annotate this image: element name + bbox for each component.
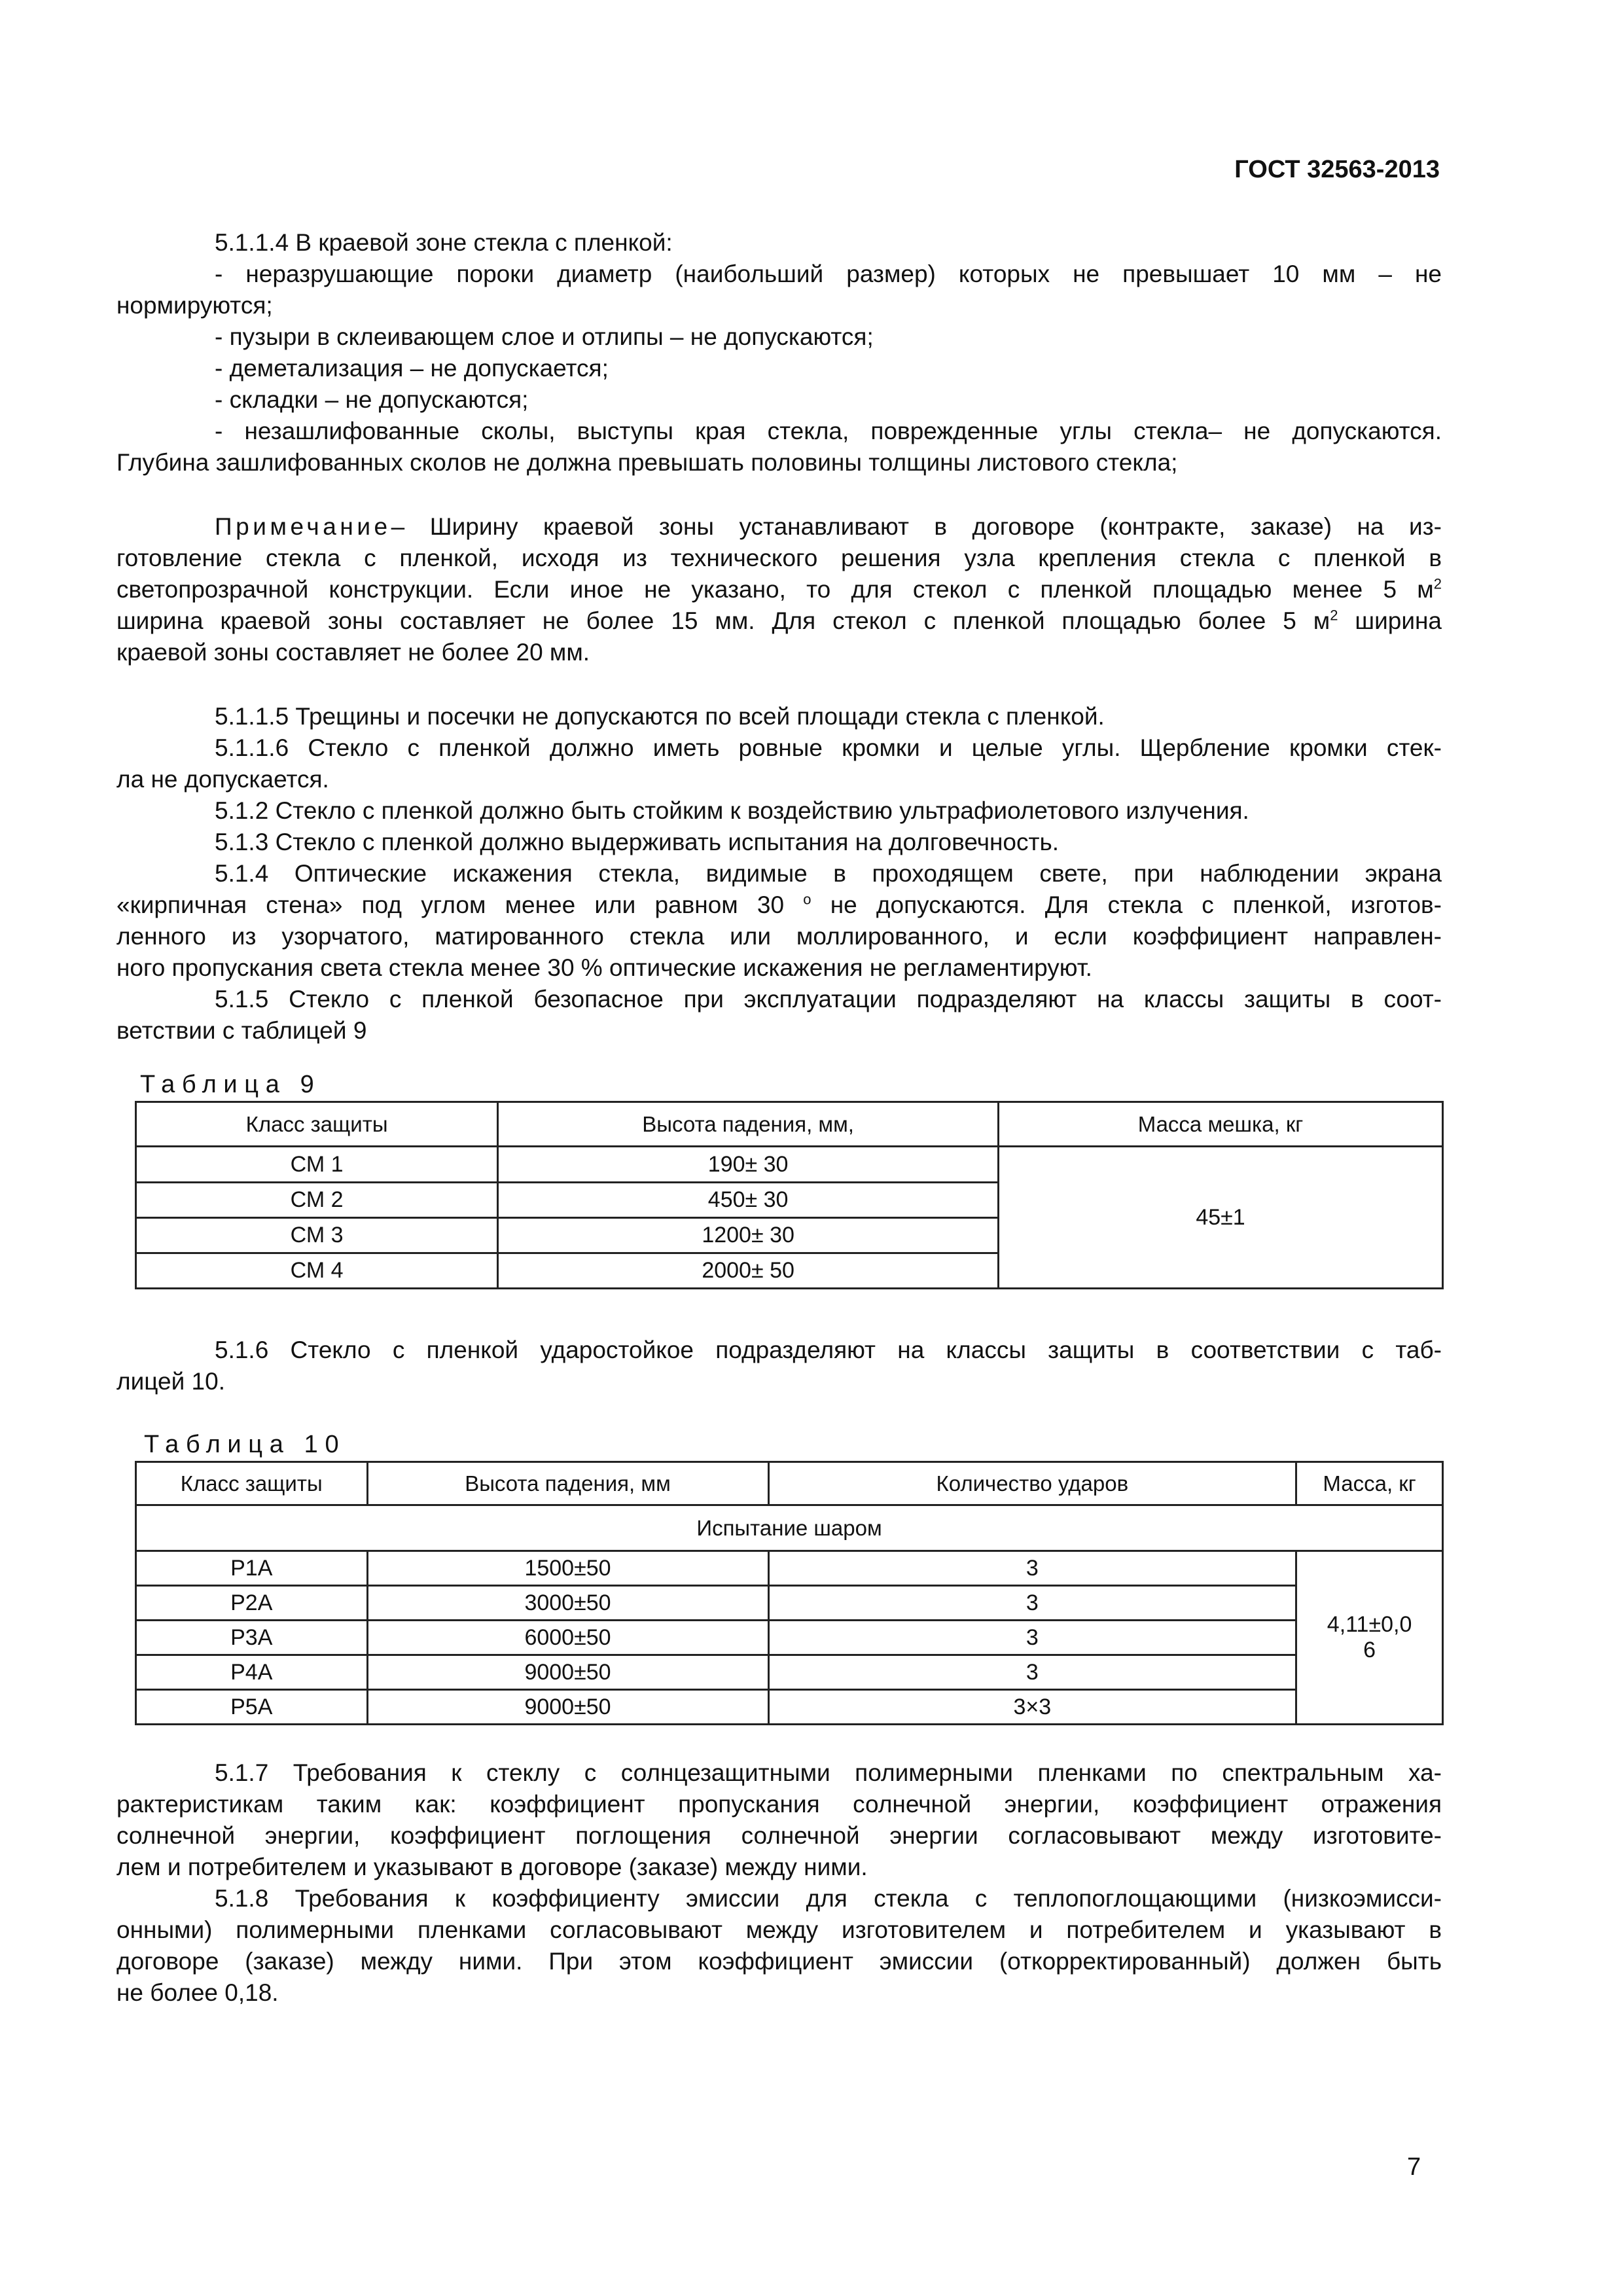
clause-5-1-2: 5.1.2 Стекло с пленкой должно быть стойким к воздействию ультрафиолетового излучения. bbox=[215, 797, 1249, 824]
table9-header: Масса мешка, кг bbox=[999, 1102, 1443, 1147]
table10-impacts: 3×3 bbox=[768, 1690, 1296, 1725]
text-line: онными) полимерными пленками согласовывают между изготовителем и потребителем и указывают в bbox=[116, 1916, 1442, 1943]
text-line: нормируются; bbox=[116, 292, 273, 319]
note-line: готовление стекла с пленкой, исходя из технического решения узла крепления стекла с пленкой в bbox=[116, 545, 1442, 571]
table10-subheader: Испытание шаром bbox=[136, 1505, 1443, 1551]
table9-header: Класс защиты bbox=[136, 1102, 498, 1147]
table10-class: Р4А bbox=[136, 1655, 368, 1690]
clause-5-1-3: 5.1.3 Стекло с пленкой должно выдерживать испытания на долговечность. bbox=[215, 829, 1060, 855]
table10-height: 9000±50 bbox=[367, 1690, 768, 1725]
text-line: солнечной энергии, коэффициент поглощения солнечной энергии согласовывают между изготовите- bbox=[116, 1822, 1442, 1849]
table9-class: СМ 2 bbox=[136, 1183, 498, 1218]
table9-height: 450± 30 bbox=[498, 1183, 999, 1218]
clause-5-1-5: 5.1.5 Стекло с пленкой безопасное при эксплуатации подразделяют на классы защиты в соот- bbox=[215, 986, 1442, 1013]
text-line: рактеристикам таким как: коэффициент пропускания солнечной энергии, коэффициент отражения bbox=[116, 1791, 1442, 1818]
clause-5-1-1-5: 5.1.1.5 Трещины и посечки не допускаются по всей площади стекла с пленкой. bbox=[215, 703, 1105, 730]
note-line: ширина краевой зоны составляет не более 15 мм. Для стекол с пленкой площадью более 5 $м^2$ ширина bbox=[116, 607, 1442, 634]
page-number: 7 bbox=[1407, 2153, 1421, 2181]
note-line: Примечание– Ширину краевой зоны устанавливают в договоре (контракте, заказе) на из- bbox=[215, 513, 1442, 540]
text-line: не более 0,18. bbox=[116, 1979, 279, 2006]
table10-impacts: 3 bbox=[768, 1551, 1296, 1586]
table9-caption: Таблица 9 bbox=[140, 1071, 321, 1098]
text-line: - пузыри в склеивающем слое и отлипы – не допускаются; bbox=[215, 323, 874, 350]
note-line: светопрозрачной конструкции. Если иное не указано, то для стекол с пленкой площадью менее 5 $м^2$ bbox=[116, 575, 1442, 603]
table10-caption: Таблица 10 bbox=[144, 1431, 346, 1458]
text-line: «кирпичная стена» под углом менее или равном 30 $^o$ не допускаются. Для стекла с пленкой, изготов- bbox=[116, 891, 1442, 918]
table10-impacts: 3 bbox=[768, 1655, 1296, 1690]
clause-5-1-4: 5.1.4 Оптические искажения стекла, видимые в проходящем свете, при наблюдении экрана bbox=[215, 860, 1442, 887]
table10-height: 1500±50 bbox=[367, 1551, 768, 1586]
table10-class: Р1А bbox=[136, 1551, 368, 1586]
table10-class: Р3А bbox=[136, 1621, 368, 1655]
table10-height: 9000±50 bbox=[367, 1655, 768, 1690]
text-line: ветствии с таблицей 9 bbox=[116, 1017, 367, 1044]
text-line: ленного из узорчатого, матированного стекла или моллированного, и если коэффициент направлен- bbox=[116, 923, 1442, 950]
table9-height: 2000± 50 bbox=[498, 1253, 999, 1289]
table9-height: 190± 30 bbox=[498, 1147, 999, 1183]
table9-header: Высота падения, мм, bbox=[498, 1102, 999, 1147]
table10-header: Высота падения, мм bbox=[367, 1462, 768, 1505]
text-line: ного пропускания света стекла менее 30 % оптические искажения не регламентируют. bbox=[116, 954, 1092, 981]
text-line: лем и потребителем и указывают в договоре (заказе) между ними. bbox=[116, 1854, 868, 1880]
clause-5-1-8: 5.1.8 Требования к коэффициенту эмиссии для стекла с теплопоглощающими (низкоэмисси- bbox=[215, 1885, 1442, 1912]
clause-5-1-7: 5.1.7 Требования к стеклу с солнцезащитными полимерными пленками по спектральным ха- bbox=[215, 1759, 1442, 1786]
table-10 bbox=[135, 1461, 1444, 1725]
text-line: - неразрушающие пороки диаметр (наибольший размер) которых не превышает 10 мм – не bbox=[215, 260, 1442, 287]
document-code: ГОСТ 32563-2013 bbox=[1234, 156, 1440, 183]
clause-5-1-6: 5.1.6 Стекло с пленкой ударостойкое подразделяют на классы защиты в соответствии с таб- bbox=[215, 1336, 1442, 1363]
table9-class: СМ 1 bbox=[136, 1147, 498, 1183]
table10-header: Класс защиты bbox=[136, 1462, 368, 1505]
note-label: Примечание bbox=[215, 513, 391, 540]
text-line: - деметализация – не допускается; bbox=[215, 355, 609, 382]
table10-header: Масса, кг bbox=[1296, 1462, 1443, 1505]
text-line: договоре (заказе) между ними. При этом коэффициент эмиссии (откорректированный) должен быть bbox=[116, 1948, 1442, 1975]
table-9 bbox=[135, 1101, 1444, 1289]
text-line: - незашлифованные сколы, выступы края стекла, поврежденные углы стекла– не допускаются. bbox=[215, 418, 1442, 444]
table10-header: Количество ударов bbox=[768, 1462, 1296, 1505]
table10-impacts: 3 bbox=[768, 1621, 1296, 1655]
clause-5-1-1-4: 5.1.1.4 В краевой зоне стекла с пленкой: bbox=[215, 229, 673, 256]
table9-mass: 45±1 bbox=[999, 1147, 1443, 1289]
table10-class: Р5А bbox=[136, 1690, 368, 1725]
table10-height: 6000±50 bbox=[367, 1621, 768, 1655]
table9-height: 1200± 30 bbox=[498, 1218, 999, 1253]
table10-class: Р2А bbox=[136, 1586, 368, 1621]
note-line: краевой зоны составляет не более 20 мм. bbox=[116, 639, 590, 666]
table9-class: СМ 4 bbox=[136, 1253, 498, 1289]
clause-5-1-1-6: 5.1.1.6 Стекло с пленкой должно иметь ровные кромки и целые углы. Щербление кромки стек- bbox=[215, 734, 1442, 761]
text-line: - складки – не допускаются; bbox=[215, 386, 529, 413]
text-line: лицей 10. bbox=[116, 1368, 225, 1395]
table10-height: 3000±50 bbox=[367, 1586, 768, 1621]
text-line: ла не допускается. bbox=[116, 766, 329, 793]
text-line: Глубина зашлифованных сколов не должна превышать половины толщины листового стекла; bbox=[116, 449, 1178, 476]
table9-class: СМ 3 bbox=[136, 1218, 498, 1253]
table10-mass: 4,11±0,0 6 bbox=[1296, 1551, 1443, 1725]
table10-impacts: 3 bbox=[768, 1586, 1296, 1621]
